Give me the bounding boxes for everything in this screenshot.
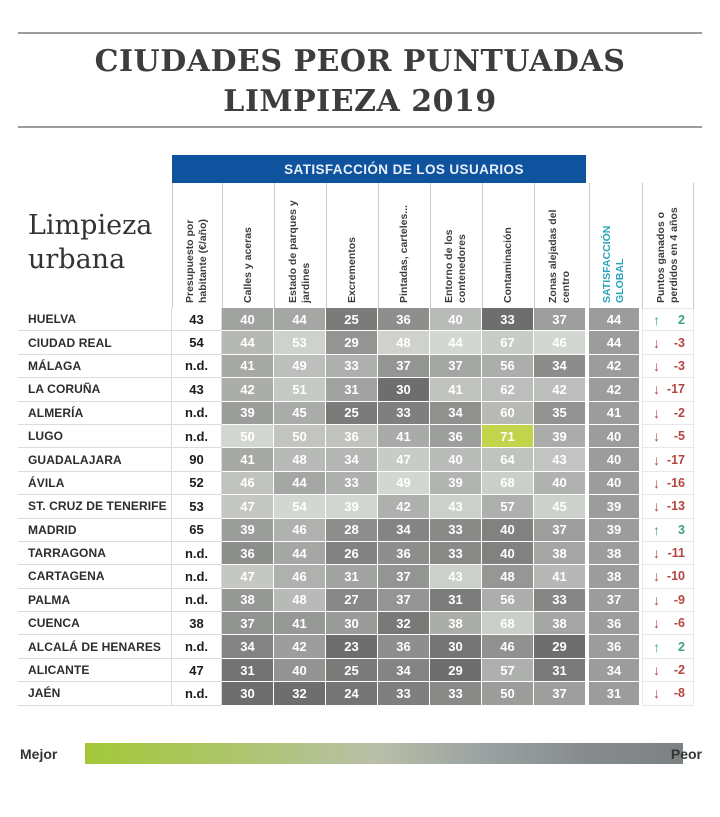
arrow-up-icon: ↑ xyxy=(653,521,660,538)
score-cell: 41 xyxy=(430,378,482,401)
score-cell: 31 xyxy=(430,589,482,612)
budget-value: 90 xyxy=(172,448,222,471)
score-cell: 36 xyxy=(326,425,378,448)
global-score-cell: 39 xyxy=(589,519,639,542)
score-cell: 64 xyxy=(482,448,534,471)
arrow-down-icon: ↓ xyxy=(653,428,660,445)
score-cell: 41 xyxy=(534,565,586,588)
score-cell: 40 xyxy=(274,659,326,682)
score-cell: 36 xyxy=(430,425,482,448)
score-cell: 34 xyxy=(378,519,430,542)
score-cell: 46 xyxy=(274,565,326,588)
budget-value: 38 xyxy=(172,612,222,635)
budget-value: n.d. xyxy=(172,402,222,425)
score-cell: 30 xyxy=(430,635,482,658)
col-header-5 xyxy=(430,183,482,308)
city-label: HUELVA xyxy=(18,308,172,331)
delta-value: -6 xyxy=(673,616,685,631)
score-cell: 30 xyxy=(222,682,274,705)
score-cell: 38 xyxy=(534,542,586,565)
score-cell: 32 xyxy=(378,612,430,635)
city-label: CIUDAD REAL xyxy=(18,331,172,354)
score-cell: 33 xyxy=(430,519,482,542)
score-cell: 31 xyxy=(222,659,274,682)
budget-value: 43 xyxy=(172,308,222,331)
score-cell: 42 xyxy=(274,635,326,658)
col-header-1 xyxy=(222,183,274,308)
score-cell: 40 xyxy=(482,519,534,542)
delta-cell xyxy=(642,612,694,635)
score-cell: 33 xyxy=(326,355,378,378)
col-header-7 xyxy=(534,183,586,308)
delta-cell xyxy=(642,635,694,658)
score-cell: 68 xyxy=(482,612,534,635)
score-cell: 43 xyxy=(534,448,586,471)
arrow-down-icon: ↓ xyxy=(653,545,660,562)
score-cell: 33 xyxy=(378,402,430,425)
col-header-label-8: SATISFACCIÓN GLOBAL xyxy=(601,225,627,303)
delta-value: -3 xyxy=(673,358,685,373)
col-header-label-9: Puntos ganados o perdidos en 4 años xyxy=(654,207,680,303)
users-satisfaction-header xyxy=(222,155,586,183)
score-cell: 44 xyxy=(274,472,326,495)
score-cell: 33 xyxy=(378,682,430,705)
global-score-cell: 38 xyxy=(589,565,639,588)
score-cell: 51 xyxy=(274,378,326,401)
budget-value: n.d. xyxy=(172,542,222,565)
col-header-9 xyxy=(642,183,694,308)
score-cell: 60 xyxy=(482,402,534,425)
budget-value: n.d. xyxy=(172,682,222,705)
score-cell: 39 xyxy=(326,495,378,518)
score-cell: 28 xyxy=(326,519,378,542)
global-score-cell: 42 xyxy=(589,355,639,378)
delta-cell xyxy=(642,378,694,401)
score-cell: 50 xyxy=(222,425,274,448)
delta-cell xyxy=(642,308,694,331)
score-cell: 34 xyxy=(222,635,274,658)
score-cell: 37 xyxy=(534,682,586,705)
global-score-cell: 36 xyxy=(589,635,639,658)
score-cell: 37 xyxy=(534,519,586,542)
score-cell: 45 xyxy=(274,402,326,425)
score-cell: 37 xyxy=(378,589,430,612)
budget-value: n.d. xyxy=(172,355,222,378)
score-cell: 41 xyxy=(378,425,430,448)
score-cell: 43 xyxy=(430,565,482,588)
global-score-cell: 40 xyxy=(589,425,639,448)
arrow-down-icon: ↓ xyxy=(653,357,660,374)
city-label: TARRAGONA xyxy=(18,542,172,565)
score-cell: 31 xyxy=(326,565,378,588)
score-cell: 67 xyxy=(482,331,534,354)
score-cell: 53 xyxy=(274,331,326,354)
score-cell: 57 xyxy=(482,495,534,518)
col-header-6 xyxy=(482,183,534,308)
score-cell: 30 xyxy=(378,378,430,401)
score-cell: 33 xyxy=(482,308,534,331)
city-label: CUENCA xyxy=(18,612,172,635)
score-cell: 49 xyxy=(378,472,430,495)
col-header-8 xyxy=(589,183,639,308)
score-cell: 47 xyxy=(378,448,430,471)
city-label: MÁLAGA xyxy=(18,355,172,378)
score-cell: 42 xyxy=(222,378,274,401)
col-header-label-6: Contaminación xyxy=(501,227,514,303)
city-label: CARTAGENA xyxy=(18,565,172,588)
arrow-up-icon: ↑ xyxy=(653,311,660,328)
delta-cell xyxy=(642,682,694,705)
score-cell: 41 xyxy=(274,612,326,635)
arrow-down-icon: ↓ xyxy=(653,474,660,491)
score-cell: 50 xyxy=(274,425,326,448)
score-cell: 56 xyxy=(482,589,534,612)
score-cell: 30 xyxy=(326,612,378,635)
score-cell: 34 xyxy=(326,448,378,471)
score-cell: 34 xyxy=(534,355,586,378)
score-cell: 42 xyxy=(378,495,430,518)
score-cell: 36 xyxy=(378,308,430,331)
score-cell: 71 xyxy=(482,425,534,448)
score-cell: 36 xyxy=(222,542,274,565)
section-label: Limpieza urbana xyxy=(28,210,153,275)
score-cell: 57 xyxy=(482,659,534,682)
score-cell: 31 xyxy=(534,659,586,682)
score-cell: 41 xyxy=(222,355,274,378)
budget-header-block xyxy=(172,155,222,183)
score-cell: 23 xyxy=(326,635,378,658)
score-cell: 44 xyxy=(274,542,326,565)
delta-value: 3 xyxy=(678,522,685,537)
col-header-label-0: Presupuesto por habitante (€/año) xyxy=(184,218,210,303)
delta-value: 2 xyxy=(678,312,685,327)
arrow-down-icon: ↓ xyxy=(653,451,660,468)
score-cell: 49 xyxy=(274,355,326,378)
delta-value: -13 xyxy=(666,499,685,514)
col-header-label-2: Estado de parques y jardines xyxy=(287,200,313,303)
col-header-label-3: Excrementos xyxy=(345,237,358,303)
score-cell: 36 xyxy=(378,635,430,658)
top-rule xyxy=(18,32,702,34)
budget-value: 53 xyxy=(172,495,222,518)
users-satisfaction-header-label: SATISFACCIÓN DE LOS USUARIOS xyxy=(284,161,524,177)
score-cell: 38 xyxy=(430,612,482,635)
arrow-down-icon: ↓ xyxy=(653,498,660,515)
score-cell: 46 xyxy=(482,635,534,658)
delta-cell xyxy=(642,542,694,565)
global-score-cell: 36 xyxy=(589,612,639,635)
score-cell: 54 xyxy=(274,495,326,518)
city-label: ST. CRUZ DE TENERIFE xyxy=(18,495,172,518)
city-label: ALMERÍA xyxy=(18,402,172,425)
delta-cell xyxy=(642,402,694,425)
score-cell: 38 xyxy=(534,612,586,635)
budget-value: n.d. xyxy=(172,425,222,448)
score-cell: 24 xyxy=(326,682,378,705)
delta-cell xyxy=(642,355,694,378)
score-cell: 40 xyxy=(482,542,534,565)
global-score-cell: 44 xyxy=(589,308,639,331)
delta-cell xyxy=(642,448,694,471)
score-cell: 32 xyxy=(274,682,326,705)
delta-value: -8 xyxy=(673,686,685,701)
global-score-cell: 31 xyxy=(589,682,639,705)
page-title xyxy=(0,42,720,122)
city-label: JAÉN xyxy=(18,682,172,705)
table-grid xyxy=(18,155,694,706)
col-header-0 xyxy=(172,183,222,308)
score-cell: 39 xyxy=(430,472,482,495)
score-cell: 45 xyxy=(534,495,586,518)
arrow-down-icon: ↓ xyxy=(653,685,660,702)
score-cell: 62 xyxy=(482,378,534,401)
score-cell: 35 xyxy=(534,402,586,425)
score-cell: 33 xyxy=(430,682,482,705)
col-header-3 xyxy=(326,183,378,308)
legend-worst-label: Peor xyxy=(670,746,702,762)
score-cell: 48 xyxy=(274,589,326,612)
budget-value: n.d. xyxy=(172,565,222,588)
arrow-down-icon: ↓ xyxy=(653,662,660,679)
delta-cell xyxy=(642,659,694,682)
score-cell: 40 xyxy=(222,308,274,331)
budget-value: 52 xyxy=(172,472,222,495)
score-cell: 25 xyxy=(326,402,378,425)
score-cell: 48 xyxy=(482,565,534,588)
score-cell: 48 xyxy=(274,448,326,471)
score-cell: 44 xyxy=(222,331,274,354)
budget-value: 54 xyxy=(172,331,222,354)
score-cell: 26 xyxy=(326,542,378,565)
score-cell: 40 xyxy=(534,472,586,495)
score-cell: 33 xyxy=(534,589,586,612)
score-cell: 47 xyxy=(222,565,274,588)
score-cell: 47 xyxy=(222,495,274,518)
score-cell: 39 xyxy=(534,425,586,448)
score-cell: 46 xyxy=(534,331,586,354)
delta-value: -11 xyxy=(667,546,685,561)
col-header-label-7: Zonas alejadas del centro xyxy=(547,209,573,303)
score-cell: 50 xyxy=(482,682,534,705)
global-score-cell: 41 xyxy=(589,402,639,425)
budget-value: n.d. xyxy=(172,589,222,612)
legend-best-label: Mejor xyxy=(20,746,58,762)
delta-value: -17 xyxy=(666,382,685,397)
score-cell: 40 xyxy=(430,308,482,331)
city-label: ALICANTE xyxy=(18,659,172,682)
delta-cell xyxy=(642,565,694,588)
legend-gradient-bar xyxy=(85,743,683,764)
delta-cell xyxy=(642,519,694,542)
global-score-cell: 42 xyxy=(589,378,639,401)
delta-value: -16 xyxy=(666,475,685,490)
delta-cell xyxy=(642,425,694,448)
delta-value: -2 xyxy=(673,405,685,420)
arrow-down-icon: ↓ xyxy=(653,381,660,398)
global-score-cell: 34 xyxy=(589,659,639,682)
score-cell: 29 xyxy=(534,635,586,658)
score-cell: 56 xyxy=(482,355,534,378)
delta-value: 2 xyxy=(678,639,685,654)
score-cell: 42 xyxy=(534,378,586,401)
score-cell: 33 xyxy=(326,472,378,495)
global-score-cell: 40 xyxy=(589,448,639,471)
col-header-2 xyxy=(274,183,326,308)
score-cell: 29 xyxy=(326,331,378,354)
delta-cell xyxy=(642,589,694,612)
mid-rule xyxy=(18,126,702,128)
delta-value: -10 xyxy=(666,569,685,584)
global-score-cell: 44 xyxy=(589,331,639,354)
col-header-label-1: Calles y aceras xyxy=(241,227,254,303)
city-label: PALMA xyxy=(18,589,172,612)
global-score-cell: 39 xyxy=(589,495,639,518)
budget-value: 43 xyxy=(172,378,222,401)
score-cell: 46 xyxy=(222,472,274,495)
city-label: ÁVILA xyxy=(18,472,172,495)
city-label: LA CORUÑA xyxy=(18,378,172,401)
col-header-label-5: Entorno de los contenedores xyxy=(443,229,469,303)
score-cell: 31 xyxy=(326,378,378,401)
city-label: MADRID xyxy=(18,519,172,542)
global-score-cell: 40 xyxy=(589,472,639,495)
score-cell: 44 xyxy=(430,331,482,354)
arrow-down-icon: ↓ xyxy=(653,568,660,585)
score-cell: 29 xyxy=(430,659,482,682)
city-label: GUADALAJARA xyxy=(18,448,172,471)
score-cell: 36 xyxy=(378,542,430,565)
budget-value: 47 xyxy=(172,659,222,682)
score-cell: 40 xyxy=(430,448,482,471)
global-score-cell: 37 xyxy=(589,589,639,612)
score-cell: 43 xyxy=(430,495,482,518)
arrow-down-icon: ↓ xyxy=(653,334,660,351)
global-score-cell: 38 xyxy=(589,542,639,565)
score-cell: 37 xyxy=(430,355,482,378)
page-title-line1: CIUDADES PEOR PUNTUADAS xyxy=(94,44,626,79)
budget-value: 65 xyxy=(172,519,222,542)
arrow-down-icon: ↓ xyxy=(653,615,660,632)
arrow-down-icon: ↓ xyxy=(653,404,660,421)
col-header-4 xyxy=(378,183,430,308)
delta-value: -5 xyxy=(673,429,685,444)
score-cell: 34 xyxy=(378,659,430,682)
delta-cell xyxy=(642,472,694,495)
budget-value: n.d. xyxy=(172,635,222,658)
score-cell: 27 xyxy=(326,589,378,612)
score-cell: 38 xyxy=(222,589,274,612)
score-cell: 44 xyxy=(274,308,326,331)
score-cell: 37 xyxy=(534,308,586,331)
delta-cell xyxy=(642,495,694,518)
arrow-down-icon: ↓ xyxy=(653,591,660,608)
score-cell: 37 xyxy=(378,355,430,378)
page-title-line2: LIMPIEZA 2019 xyxy=(223,84,497,119)
arrow-up-icon: ↑ xyxy=(653,638,660,655)
score-cell: 39 xyxy=(222,402,274,425)
score-cell: 25 xyxy=(326,659,378,682)
city-label: LUGO xyxy=(18,425,172,448)
delta-value: -17 xyxy=(666,452,685,467)
score-cell: 48 xyxy=(378,331,430,354)
score-cell: 37 xyxy=(378,565,430,588)
score-cell: 39 xyxy=(222,519,274,542)
col-header-label-4: Pintadas, carteles... xyxy=(397,204,410,303)
score-cell: 25 xyxy=(326,308,378,331)
delta-value: -2 xyxy=(673,663,685,678)
delta-value: -9 xyxy=(673,592,685,607)
score-cell: 37 xyxy=(222,612,274,635)
score-cell: 34 xyxy=(430,402,482,425)
score-cell: 46 xyxy=(274,519,326,542)
delta-cell xyxy=(642,331,694,354)
city-label: ALCALÁ DE HENARES xyxy=(18,635,172,658)
delta-value: -3 xyxy=(673,335,685,350)
score-cell: 33 xyxy=(430,542,482,565)
score-cell: 68 xyxy=(482,472,534,495)
score-cell: 41 xyxy=(222,448,274,471)
